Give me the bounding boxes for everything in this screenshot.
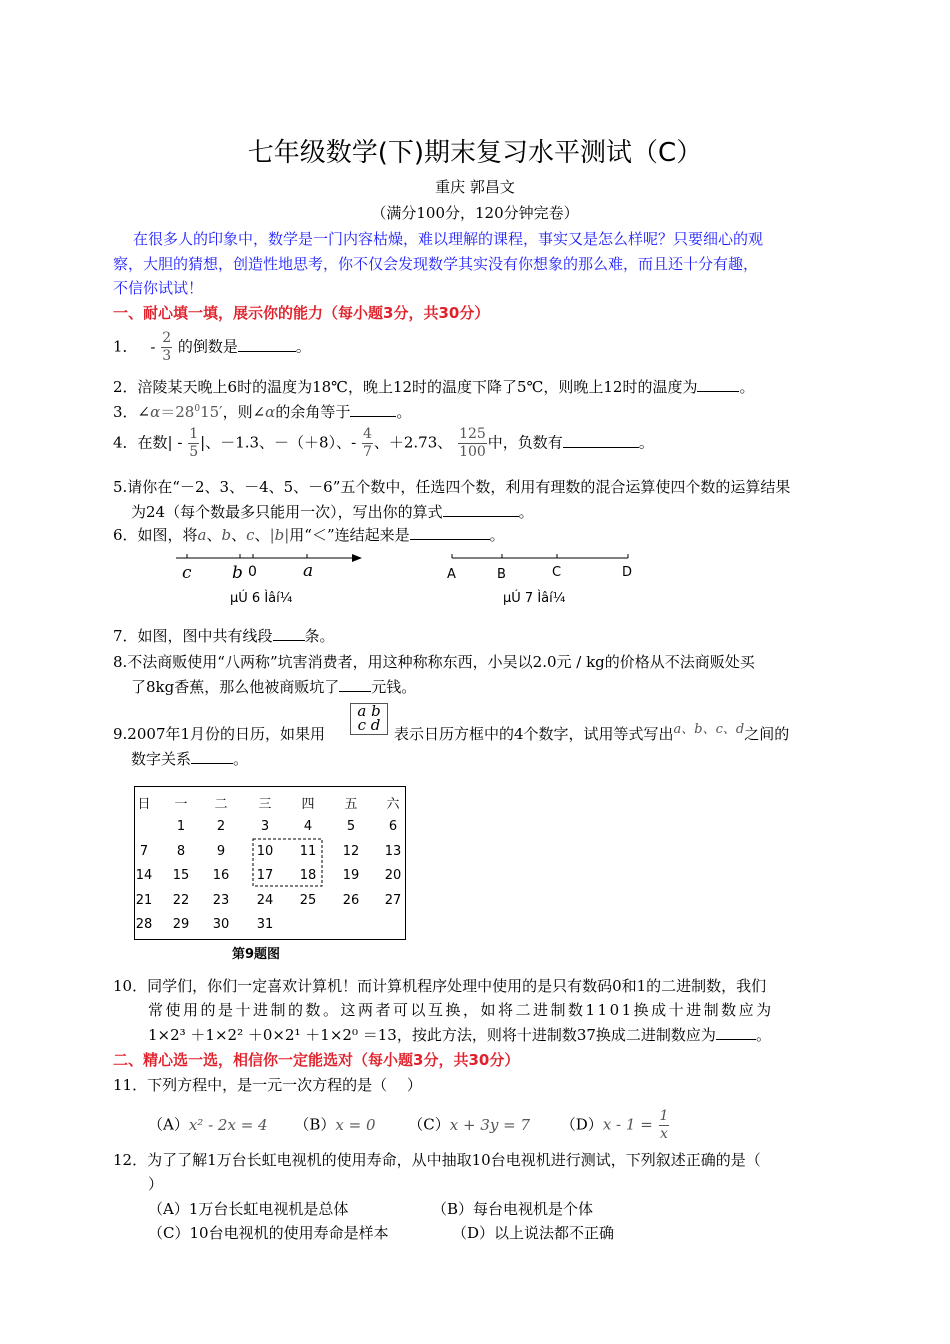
question-12-option-d: （D）以上说法都不正确: [452, 1224, 615, 1242]
figure-7-caption: µÚ 7 Ìâí¼: [503, 591, 566, 606]
calendar-day-cell: 14: [135, 868, 153, 883]
question-8-cont: 了8kg香蕉，那么他被商贩坑了 元钱。: [131, 678, 417, 696]
page-title: 七年级数学(下)期末复习水平测试（C）: [247, 138, 703, 168]
figure-6-caption: µÚ 6 Ìâí¼: [230, 591, 293, 606]
question-9-cont: 数字关系 。: [131, 750, 249, 768]
fig7-label-c: C: [552, 565, 562, 580]
calendar-day-cell: 7: [139, 844, 149, 859]
intro-line: 察，大胆的猜想，创造性地思考，你不仅会发现数学其实没有你想象的那么难，而且还十分有趣，: [113, 255, 759, 273]
calendar-day-cell: 2: [216, 819, 226, 834]
calendar-day-cell: 5: [346, 819, 356, 834]
calendar-day-cell: 3: [260, 819, 270, 834]
calendar-day-cell: 16: [212, 868, 230, 883]
calendar-header-cell: 一: [174, 797, 188, 812]
calendar-day-cell: 27: [384, 893, 402, 908]
calendar-day-cell: 20: [384, 868, 402, 883]
calendar-day-cell: 9: [216, 844, 226, 859]
calendar-header-cell: 四: [301, 797, 315, 812]
calendar-day-cell: 26: [342, 893, 360, 908]
question-12: 12．为了了解1万台长虹电视机的使用寿命，从中抽取10台电视机进行测试，下列叙述正确的是（: [113, 1151, 761, 1169]
calendar-day-cell: 25: [299, 893, 317, 908]
calendar-header-cell: 日: [137, 797, 151, 812]
question-11: 11．下列方程中，是一元一次方程的是（ ）: [113, 1076, 422, 1094]
subtitle: （满分100分，120分钟完卷）: [371, 204, 579, 222]
calendar-header-cell: 六: [386, 797, 400, 812]
question-4: 4．在数| - $\frac{1}{5}$ |、－1.3、－（＋8）、- $\frac{4}{7}$ 、＋2.73、 $\frac{125}{100}$ 中，负数有 。: [113, 426, 654, 460]
calendar-header-cell: 五: [344, 797, 358, 812]
calendar-day-cell: 24: [256, 893, 274, 908]
question-5-cont: 为24（每个数最多只能用一次），写出你的算式 。: [131, 503, 534, 521]
author: 重庆 郭昌文: [435, 178, 515, 196]
calendar-day-cell: 19: [342, 868, 360, 883]
calendar-day-cell: 23: [212, 893, 230, 908]
question-12-option-a: （A）1万台长虹电视机是总体: [148, 1200, 349, 1218]
fig7-label-b: B: [497, 567, 506, 582]
calendar-day-cell: 18: [299, 868, 317, 883]
calendar-day-cell: 4: [303, 819, 313, 834]
calendar-day-cell: 12: [342, 844, 360, 859]
calendar-day-cell: 6: [388, 819, 398, 834]
calendar-day-cell: 13: [384, 844, 402, 859]
calendar-dashed-box: [252, 838, 324, 888]
calendar-caption: 第9题图: [232, 947, 281, 962]
question-6: 6．如图，将a、b、c、|b|用“＜”连结起来是 。: [113, 526, 505, 544]
calendar-box-symbol: a b c d: [350, 703, 388, 735]
question-5: 5.请你在“－2、3、－4、5、－6”五个数中，任选四个数，利用有理数的混合运算使四个数的运算结果: [113, 478, 791, 496]
section-1-heading: 一、耐心填一填，展示你的能力（每小题3分，共30分）: [113, 304, 490, 322]
question-12-cont: ）: [148, 1175, 164, 1193]
calendar-header-cell: 二: [214, 797, 228, 812]
fig6-label-c: c: [182, 563, 192, 583]
fig6-label-0: 0: [248, 564, 257, 580]
calendar-day-cell: 22: [172, 893, 190, 908]
calendar-day-cell: 11: [299, 844, 317, 859]
question-9: 9.2007年1月份的日历，如果用: [113, 725, 326, 743]
fig7-label-d: D: [622, 565, 633, 580]
calendar-day-cell: 10: [256, 844, 274, 859]
intro-line: 在很多人的印象中，数学是一门内容枯燥，难以理解的课程，事实又是怎么样呢？只要细心的观: [133, 230, 764, 248]
question-12-option-c: （C）10台电视机的使用寿命是样本: [148, 1224, 389, 1242]
question-1: 1． - $\frac{2}{3}$ 的倒数是 。: [113, 330, 311, 364]
calendar-day-cell: 15: [172, 868, 190, 883]
calendar-day-cell: 21: [135, 893, 153, 908]
calendar-day-cell: 28: [135, 917, 153, 932]
question-10-cont2: 1×2³ ＋1×2² ＋0×2¹ ＋1×2⁰ ＝13，按此方法，则将十进制数37换成二进制数应为 。: [148, 1026, 771, 1044]
intro-line: 不信你试试！: [113, 279, 204, 297]
calendar-day-cell: 1: [176, 819, 186, 834]
figure-7-line-segment: [440, 548, 640, 584]
calendar-day-cell: 31: [256, 917, 274, 932]
calendar-day-cell: 8: [176, 844, 186, 859]
calendar-header-cell: 三: [258, 797, 272, 812]
question-10: 10．同学们，你们一定喜欢计算机！而计算机程序处理中使用的是只有数码0和1的二进制数，我们: [113, 977, 767, 995]
calendar-day-cell: 30: [212, 917, 230, 932]
question-8: 8.不法商贩使用“八两称”坑害消费者，用这种称称东西，小吴以2.0元 / kg的价格从不法商贩处买: [113, 653, 755, 671]
fig7-label-a: A: [447, 567, 456, 582]
calendar-day-cell: 29: [172, 917, 190, 932]
fig6-label-a: a: [303, 561, 314, 581]
section-2-heading: 二、精心选一选，相信你一定能选对（每小题3分，共30分）: [113, 1051, 520, 1069]
question-12-option-b: （B）每台电视机是个体: [432, 1200, 594, 1218]
question-7: 7．如图，图中共有线段 条。: [113, 627, 335, 645]
question-11-options: （A）x² - 2x = 4 （B）x = 0 （C）x + 3y = 7 （D）x - 1 = $\frac{1}{x}$: [148, 1108, 669, 1142]
question-3: 3．$\angle\alpha=28^015'$，则∠α的余角等于 。: [113, 403, 412, 421]
question-2: 2．涪陵某天晚上6时的温度为18℃，晚上12时的温度下降了5℃，则晚上12时的温度为 。: [113, 378, 755, 396]
question-9-text: 表示日历方框中的4个数字，试用等式写出a、b、c、d之间的: [394, 722, 790, 743]
calendar-day-cell: 17: [256, 868, 274, 883]
figure-6-number-line: [170, 548, 370, 584]
question-10-cont: 常使用的是十进制的数。这两者可以互换，如将二进制数1101换成十进制数应为: [148, 1001, 774, 1019]
fig6-label-b: b: [232, 563, 243, 583]
